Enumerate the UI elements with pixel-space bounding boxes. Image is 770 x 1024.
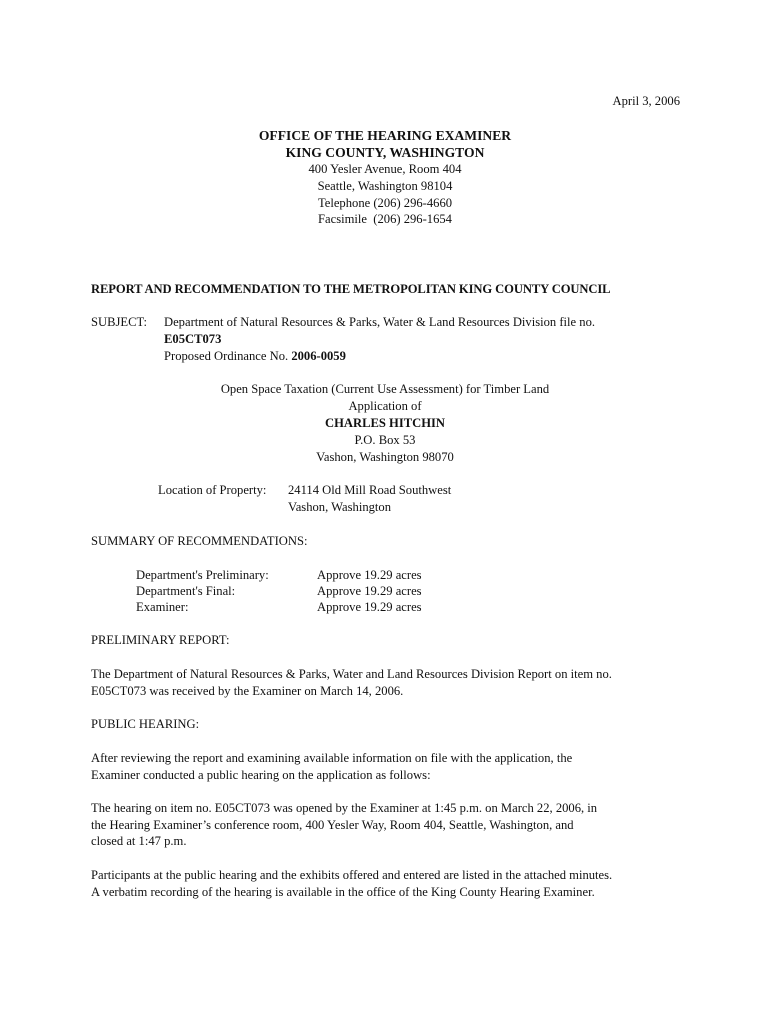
ordinance-prefix: Proposed Ordinance No. [164,349,292,363]
public-hearing-heading: PUBLIC HEARING: [91,717,200,731]
office-facsimile: Facsimile (206) 296-1654 [318,212,452,227]
report-title: REPORT AND RECOMMENDATION TO THE METROPOLITAN KING COUNTY COUNCIL [91,282,611,296]
ordinance-number: 2006-0059 [291,349,346,363]
paragraph-line: closed at 1:47 p.m. [91,834,187,849]
paragraph-line: The Department of Natural Resources & Parks, Water and Land Resources Division Report on item no. [91,667,612,681]
recommendation-value: Approve 19.29 acres [317,584,422,598]
recommendation-label: Examiner: [136,600,189,614]
subject-ordinance [164,348,346,365]
office-address-line2: Seattle, Washington 98104 [317,178,453,193]
office-telephone: Telephone (206) 296-4660 [317,195,453,210]
application-type: Open Space Taxation (Current Use Assessment) for Timber Land [220,382,550,396]
applicant-address1: P.O. Box 53 [354,433,416,447]
paragraph-line: The hearing on item no. E05CT073 was opened by the Examiner at 1:45 p.m. on March 22, 2006, in [91,801,598,815]
applicant-name: CHARLES HITCHIN [324,416,446,430]
office-title-line1: OFFICE OF THE HEARING EXAMINER [258,128,512,143]
subject-label: SUBJECT: [91,315,148,329]
location-line2: Vashon, Washington [288,500,391,514]
application-of: Application of [348,399,422,413]
paragraph-line: Examiner conducted a public hearing on the application as follows: [91,767,431,782]
office-header [0,127,770,228]
location-line1: 24114 Old Mill Road Southwest [288,483,452,497]
subject-text: Department of Natural Resources & Parks, Water & Land Resources Division file no. [164,315,596,329]
recommendation-value: Approve 19.29 acres [317,600,422,614]
subject-file-number: E05CT073 [164,332,222,346]
paragraph-line: After reviewing the report and examining available information on file with the application, the [91,751,573,765]
paragraph-line: A verbatim recording of the hearing is available in the office of the King County Hearing Examiner. [91,884,595,899]
paragraph-line: Participants at the public hearing and the exhibits offered and entered are listed in the attached minutes. [91,868,613,882]
recommendation-label: Department's Final: [136,584,236,598]
office-address-line1: 400 Yesler Avenue, Room 404 [308,162,462,176]
paragraph-line: E05CT073 was received by the Examiner on March 14, 2006. [91,683,404,698]
hearing-paragraph-1 [91,750,691,783]
hearing-paragraph-3 [91,867,711,900]
document-date: April 3, 2006 [612,94,680,108]
applicant-address2: Vashon, Washington 98070 [316,450,454,464]
recommendation-label: Department's Preliminary: [136,568,269,582]
office-title-line2: KING COUNTY, WASHINGTON [285,145,485,160]
location-label: Location of Property: [158,483,267,497]
hearing-paragraph-2 [91,800,691,850]
preliminary-report-paragraph [91,666,691,699]
application-block [0,381,770,466]
recommendation-value: Approve 19.29 acres [317,568,422,582]
preliminary-report-heading: PRELIMINARY REPORT: [91,633,230,647]
paragraph-line: the Hearing Examiner’s conference room, 400 Yesler Way, Room 404, Seattle, Washington, and [91,817,574,832]
summary-heading: SUMMARY OF RECOMMENDATIONS: [91,534,308,548]
